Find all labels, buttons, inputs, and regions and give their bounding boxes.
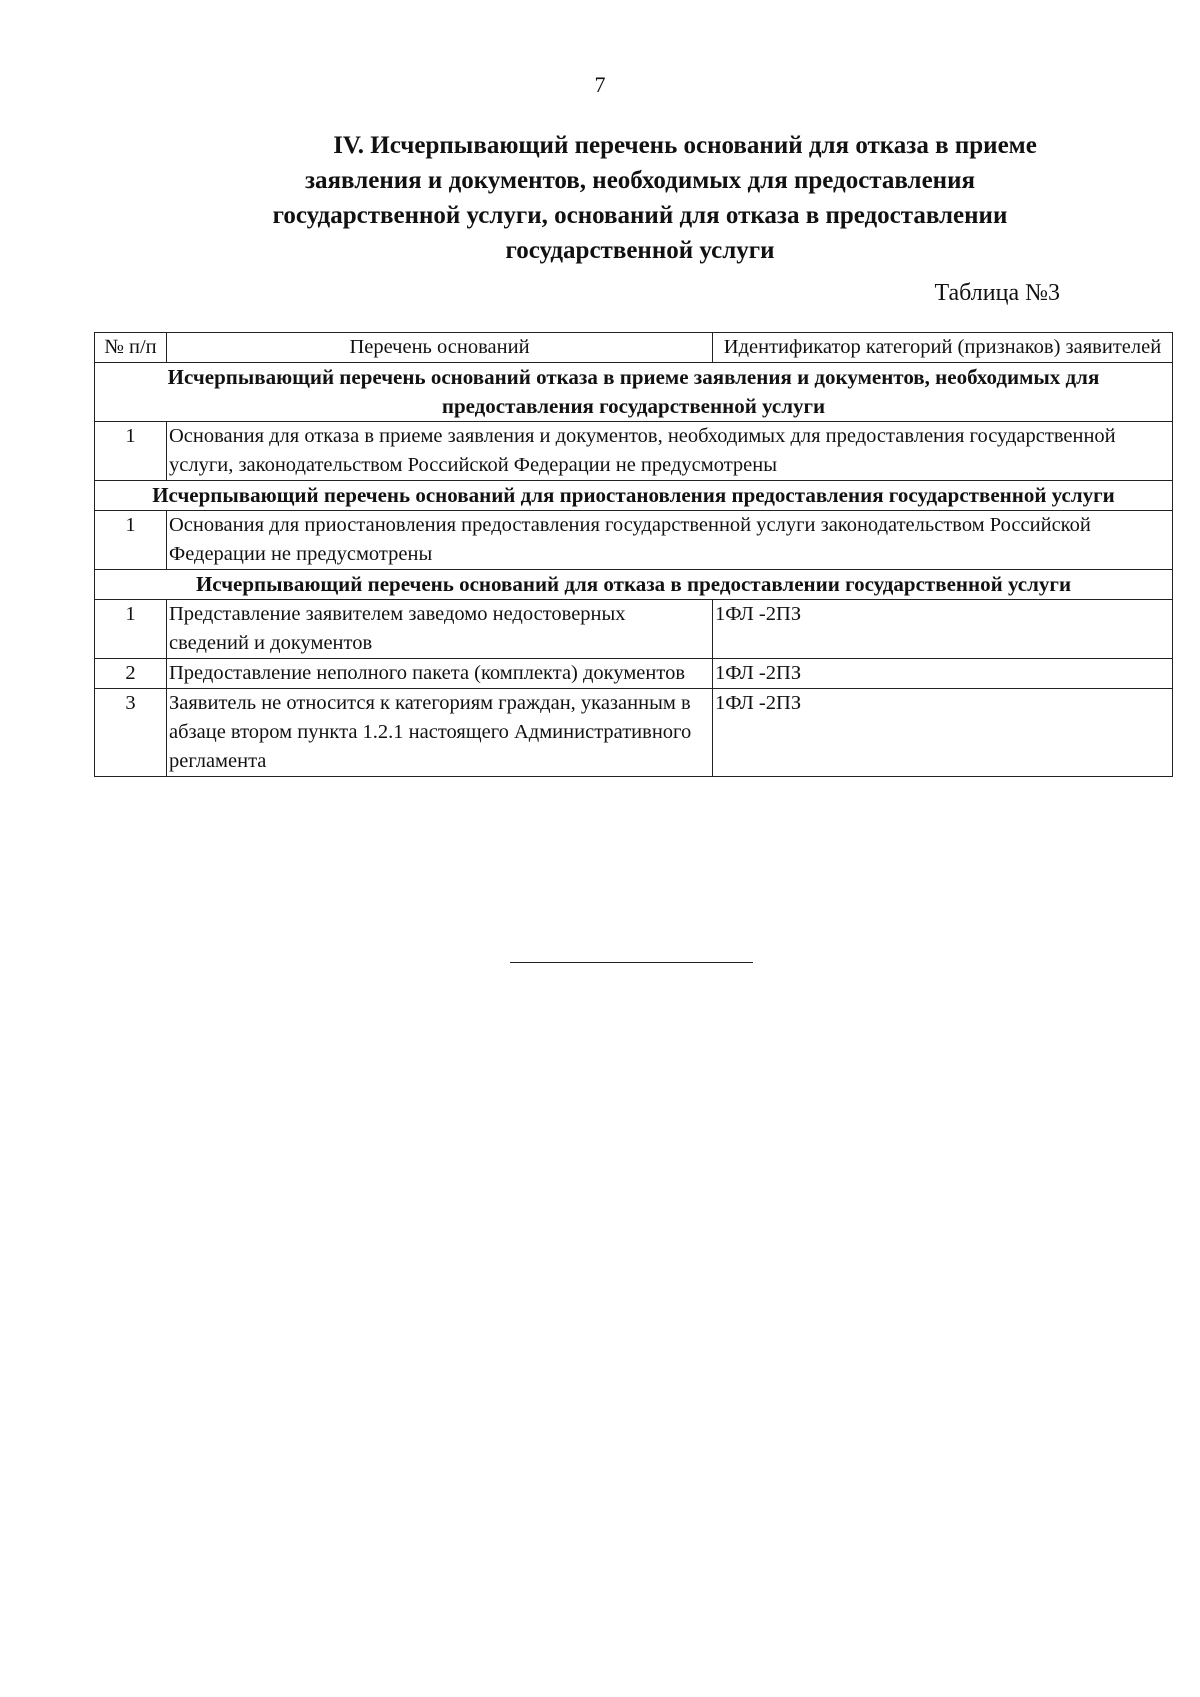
section-heading-row <box>95 570 1173 600</box>
row-num: 2 <box>95 659 167 689</box>
section-heading: Исчерпывающий перечень оснований для отказа в предоставлении государственной услуги <box>95 570 1173 600</box>
section-title-line: государственной услуги, оснований для отказа в предоставлении <box>272 202 1008 229</box>
section-heading: Исчерпывающий перечень оснований отказа в приеме заявления и документов, необходимых для предоставления государственной услуги <box>95 363 1173 422</box>
table-row <box>95 511 1173 570</box>
row-text: Заявитель не относится к категориям граждан, указанным в абзаце втором пункта 1.2.1 настоящего Административного регламента <box>167 689 713 777</box>
table-header-row <box>95 333 1173 363</box>
header-num: № п/п <box>95 333 167 363</box>
table-row <box>95 600 1173 659</box>
section-title-line: заявления и документов, необходимых для предоставления <box>304 167 976 194</box>
row-num: 1 <box>95 422 167 481</box>
header-grounds: Перечень оснований <box>167 333 713 363</box>
end-rule <box>510 962 753 963</box>
section-title-line: IV. Исчерпывающий перечень оснований для отказа в приеме <box>333 132 1037 159</box>
table-row <box>95 659 1173 689</box>
row-text: Предоставление неполного пакета (комплекта) документов <box>167 659 713 689</box>
row-text: Основания для приостановления предоставления государственной услуги законодательством Российской Федерации не предусмотрены <box>167 511 1173 570</box>
section-heading-row <box>95 481 1173 511</box>
section-title <box>200 128 1080 268</box>
section-heading-row <box>95 363 1173 422</box>
table-row <box>95 689 1173 777</box>
page-number: 7 <box>594 72 606 97</box>
row-num: 1 <box>95 600 167 659</box>
header-identifier: Идентификатор категорий (признаков) заявителей <box>713 333 1173 363</box>
table-row <box>95 422 1173 481</box>
row-num: 1 <box>95 511 167 570</box>
row-identifier: 1ФЛ -2ПЗ <box>713 659 1173 689</box>
grounds-table <box>94 332 1173 777</box>
row-identifier: 1ФЛ -2ПЗ <box>713 689 1173 777</box>
row-identifier: 1ФЛ -2ПЗ <box>713 600 1173 659</box>
table-caption: Таблица №3 <box>934 280 1060 306</box>
section-heading: Исчерпывающий перечень оснований для приостановления предоставления государственной услуги <box>95 481 1173 511</box>
row-num: 3 <box>95 689 167 777</box>
row-text: Представление заявителем заведомо недостоверных сведений и документов <box>167 600 713 659</box>
section-title-line: государственной услуги <box>505 237 775 264</box>
row-text: Основания для отказа в приеме заявления и документов, необходимых для предоставления государственной услуги, законодательством Российской Федерации не предусмотрены <box>167 422 1173 481</box>
